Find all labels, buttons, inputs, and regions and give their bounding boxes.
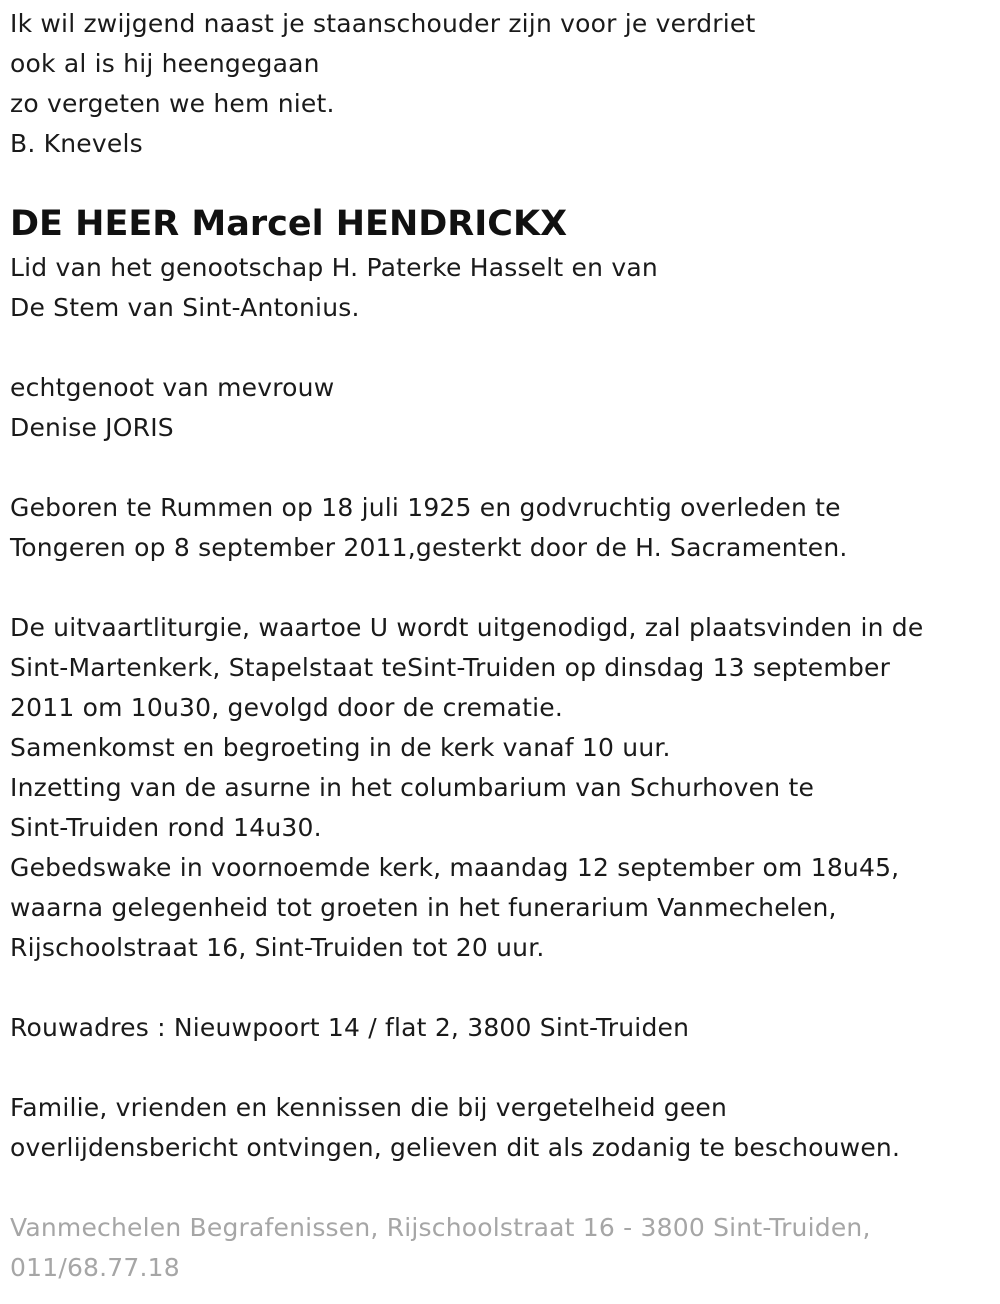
funeral-line: waarna gelegenheid tot groeten in het funerarium Vanmechelen, (10, 893, 837, 922)
funeral-line: Sint-Martenkerk, Stapelstaat teSint-Truiden op dinsdag 13 september (10, 653, 891, 682)
spacer (10, 968, 990, 1008)
birth-death-line: Tongeren op 8 september 2011,gesterkt door de H. Sacramenten. (10, 533, 848, 562)
funeral-home-footer (10, 1208, 990, 1288)
funeral-home-phone: 011/68.77.18 (10, 1253, 180, 1282)
spacer (10, 568, 990, 608)
mourning-address: Rouwadres : Nieuwpoort 14 / flat 2, 3800 Sint-Truiden (10, 1013, 690, 1042)
birth-death-section (10, 488, 990, 568)
spouse-line: echtgenoot van mevrouw (10, 373, 335, 402)
poem-author: B. Knevels (10, 129, 143, 158)
membership-line: Lid van het genootschap H. Paterke Hasselt en van (10, 253, 658, 282)
poem-line: Ik wil zwijgend naast je staanschouder zijn voor je verdriet (10, 9, 756, 38)
poem-line: ook al is hij heengegaan (10, 49, 320, 78)
poem-section (10, 4, 990, 164)
membership-section (10, 248, 990, 328)
spacer (10, 328, 990, 368)
spacer (10, 448, 990, 488)
birth-death-line: Geboren te Rummen op 18 juli 1925 en godvruchtig overleden te (10, 493, 841, 522)
funeral-line: Rijschoolstraat 16, Sint-Truiden tot 20 uur. (10, 933, 545, 962)
funeral-line: Gebedswake in voornoemde kerk, maandag 12 september om 18u45, (10, 853, 900, 882)
spouse-name: Denise JORIS (10, 413, 174, 442)
funeral-line: Inzetting van de asurne in het columbarium van Schurhoven te (10, 773, 815, 802)
family-note-line: Familie, vrienden en kennissen die bij vergetelheid geen (10, 1093, 728, 1122)
spouse-section (10, 368, 990, 448)
family-note-line: overlijdensbericht ontvingen, gelieven dit als zodanig te beschouwen. (10, 1133, 901, 1162)
deceased-name-title: DE HEER Marcel HENDRICKX (10, 204, 568, 244)
funeral-section (10, 608, 990, 968)
spacer (10, 1168, 990, 1208)
family-note-section (10, 1088, 990, 1168)
funeral-line: De uitvaartliturgie, waartoe U wordt uitgenodigd, zal plaatsvinden in de (10, 613, 924, 642)
funeral-line: 2011 om 10u30, gevolgd door de crematie. (10, 693, 563, 722)
membership-line: De Stem van Sint-Antonius. (10, 293, 360, 322)
funeral-home-line: Vanmechelen Begrafenissen, Rijschoolstraat 16 - 3800 Sint-Truiden, (10, 1213, 871, 1242)
spacer (10, 1048, 990, 1088)
funeral-line: Sint-Truiden rond 14u30. (10, 813, 322, 842)
funeral-line: Samenkomst en begroeting in de kerk vanaf 10 uur. (10, 733, 671, 762)
poem-line: zo vergeten we hem niet. (10, 89, 335, 118)
